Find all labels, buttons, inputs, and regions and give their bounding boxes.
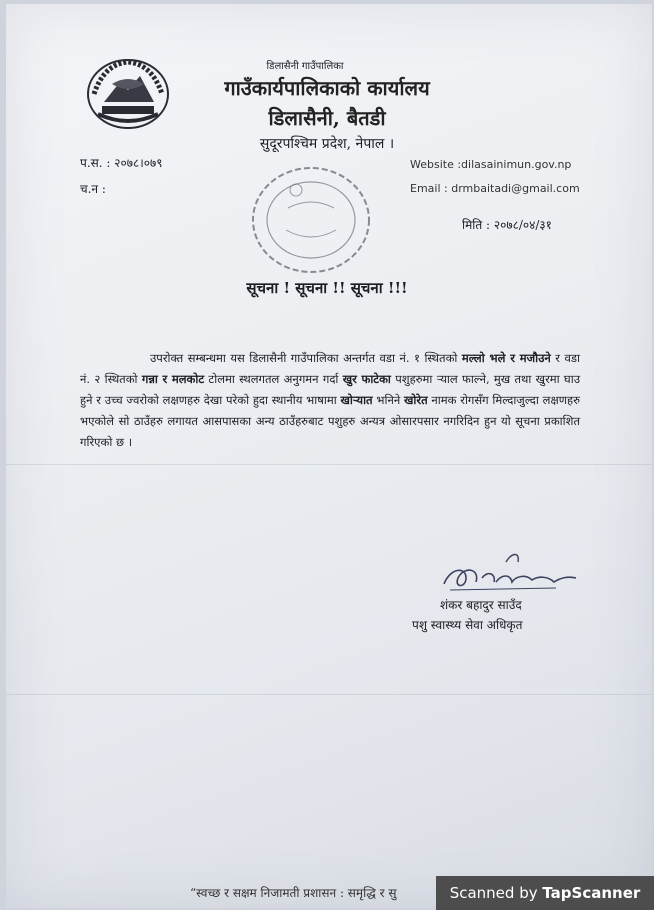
scanner-brand: TapScanner bbox=[542, 884, 641, 902]
signer-designation: पशु स्वास्थ्य सेवा अधिकृत bbox=[412, 618, 523, 632]
body-text: नामक रोगसँग मिल्दाजुल्दा लक्षणहरु भएकोले सो ठाउँहरु लगायत आसपासका अन्य ठाउँहरुबाट पशुहरु अन्यत्र ओसारपसार नगरिदिन हुन यो सूचना प्रकाशित गरिएको छ । bbox=[80, 393, 580, 449]
body-text: र वडा नं. २ स्थितको bbox=[80, 351, 580, 386]
signer-name: शंकर बहादुर साउँद bbox=[440, 598, 522, 612]
email-text: Email : drmbaitadi@gmail.com bbox=[410, 182, 580, 195]
body-bold-place: मल्लो भले र मजौउने bbox=[461, 351, 551, 365]
notice-title: सूचना ! सूचना !! सूचना !!! bbox=[246, 279, 408, 297]
reference-number: प.स. : २०७८।०७९ bbox=[80, 156, 163, 170]
body-bold-symptom: खुर फाटेका bbox=[342, 372, 391, 386]
fold-crease bbox=[6, 464, 652, 465]
scanner-watermark bbox=[436, 876, 654, 910]
body-bold-disease-local: खोर्‍यात bbox=[340, 393, 373, 407]
body-text: भनिने bbox=[372, 393, 404, 407]
body-bold-place: गन्ना र मलकोट bbox=[141, 372, 205, 386]
website-text: Website :dilasainimun.gov.np bbox=[410, 158, 572, 171]
notice-date: मिति : २०७८/०४/३१ bbox=[462, 218, 552, 232]
province-line: सुदूरपश्चिम प्रदेश, नेपाल । bbox=[259, 136, 395, 152]
body-text: पशुहरुमा र्‍याल फाल्ने, मुख तथा खुरमा घाउ हुने र उच्च ज्वरोको लक्षणहरु देखा परेको हुदा स्थानीय भाषामा bbox=[80, 372, 581, 407]
office-location: डिलासैनी, बैतडी bbox=[268, 106, 386, 130]
footer-slogan: “स्वच्छ र सक्षम निजामती प्रशासन : समृद्धि र सु bbox=[190, 886, 397, 900]
scanner-prefix: Scanned by bbox=[449, 884, 543, 902]
body-bold-disease: खोरेत bbox=[403, 393, 428, 407]
office-title: गाउँकार्यपालिकाको कार्यालय bbox=[224, 76, 430, 100]
notice-body bbox=[80, 348, 580, 453]
dispatch-number: च.न : bbox=[80, 182, 106, 196]
handwritten-signature-icon bbox=[436, 548, 586, 598]
municipality-name-small: डिलासैनी गाउँपालिका bbox=[266, 61, 344, 72]
fold-crease bbox=[6, 694, 652, 695]
office-stamp-icon bbox=[246, 160, 376, 280]
body-text: टोलमा स्थलगतल अनुगमन गर्दा bbox=[204, 372, 343, 386]
body-text: उपरोक्त सम्बन्धमा यस डिलासैनी गाउँपालिका अन्तर्गत वडा नं. १ स्थितको bbox=[150, 351, 462, 365]
